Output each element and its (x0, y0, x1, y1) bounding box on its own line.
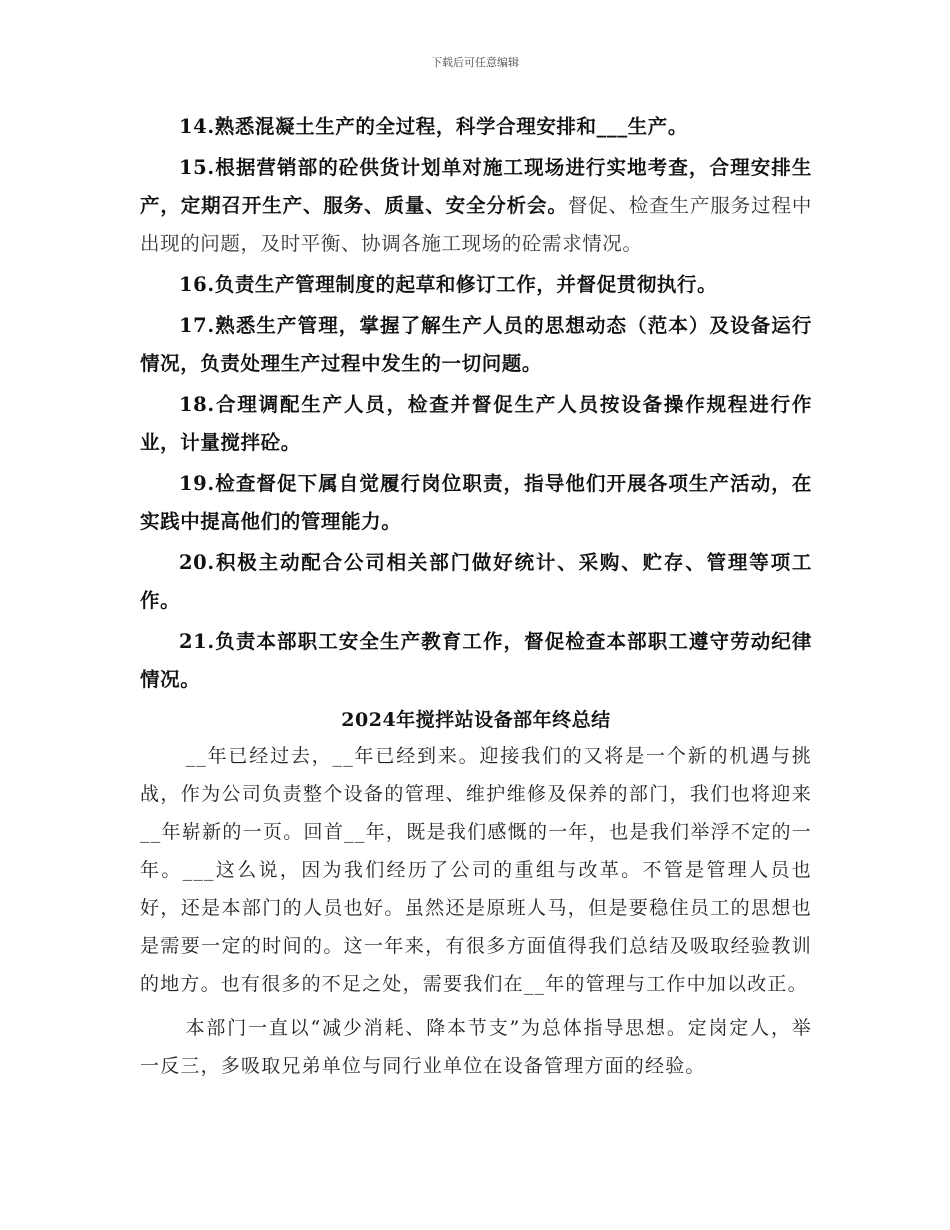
body-paragraph: __年已经过去，__年已经到来。迎接我们的又将是一个新的机遇与挑战，作为公司负责整个设备的管理、维护维修及保养的部门，我们也将迎来__年崭新的一页。回首__年，既是我们感慨的一年，也是我们举浮不定的一年。___这么说，因为我们经历了公司的重组与改革。不管是管理人员也好，还是本部门的人员也好。虽然还是原班人马，但是要稳住员工的思想也是需要一定的时间的。这一年来，有很多方面值得我们总结及吸取经验教训的地方。也有很多的不足之处，需要我们在__年的管理与工作中加以改正。 (140, 745, 812, 995)
item-text: 18.合理调配生产人员，检查并督促生产人员按设备操作规程进行作业，计量搅拌砼。 (140, 393, 812, 454)
item-text: 14.熟悉混凝土生产的全过程，科学合理安排和___生产。 (179, 115, 688, 138)
list-item (140, 149, 812, 263)
item-text: 17.熟悉生产管理，掌握了解生产人员的思想动态（范本）及设备运行情况，负责处理生产过程中发生的一切问题。 (140, 314, 812, 375)
list-item (140, 623, 812, 699)
item-plain-text: 督促、检查生产服务过程中出现的问题，及时平衡、协调各施工现场的砼需求情况。 (140, 194, 812, 255)
list-item (140, 465, 812, 541)
item-text: 15.根据营销部的砼供货计划单对施工现场进行实地考查，合理安排生产，定期召开生产、服务、质量、安全分析会。 (140, 156, 812, 217)
document-body (140, 108, 812, 1091)
body-paragraph: 本部门一直以“减少消耗、降本节支”为总体指导思想。定岗定人，举一反三，多吸取兄弟单位与同行业单位在设备管理方面的经验。 (140, 1017, 812, 1077)
item-text: 20.积极主动配合公司相关部门做好统计、采购、贮存、管理等项工作。 (140, 551, 812, 612)
list-item (140, 307, 812, 383)
item-text: 21.负责本部职工安全生产教育工作，督促检查本部职工遵守劳动纪律情况。 (140, 630, 812, 691)
page-header-note: 下载后可任意编辑 (431, 56, 519, 69)
item-text: 19.检查督促下属自觉履行岗位职责，指导他们开展各项生产活动，在实践中提高他们的管理能力。 (140, 472, 812, 533)
list-item (140, 108, 812, 146)
list-item (140, 544, 812, 620)
section-title: 2024年搅拌站设备部年终总结 (341, 709, 611, 731)
item-text: 16.负责生产管理制度的起草和修订工作，并督促贯彻执行。 (179, 273, 718, 296)
list-item (140, 266, 812, 304)
list-item (140, 386, 812, 462)
